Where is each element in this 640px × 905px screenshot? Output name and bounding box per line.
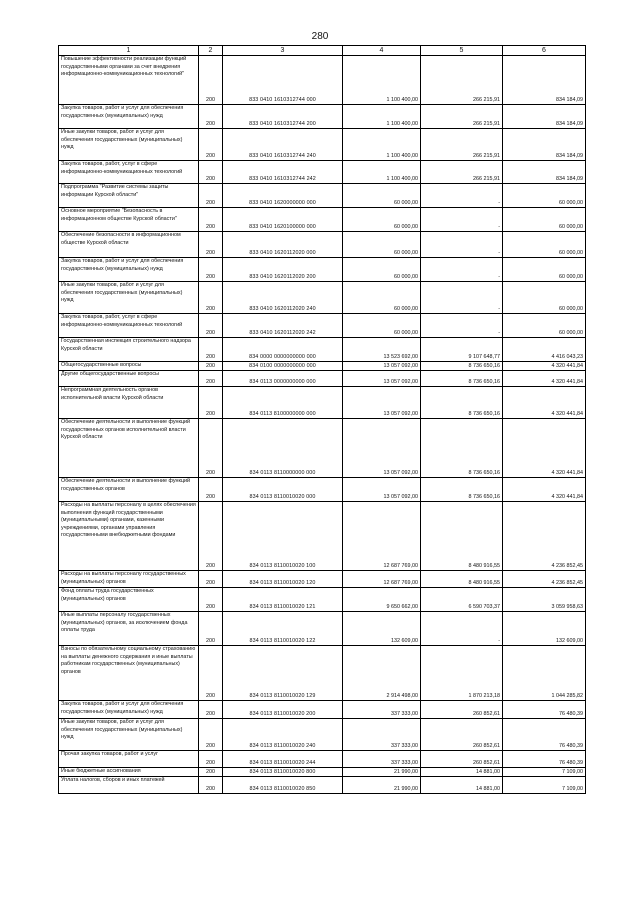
table-row — [59, 419, 586, 478]
table-row — [59, 129, 586, 161]
row-code-cell: 833 0410 1620100000 000 — [223, 208, 343, 232]
column-header: 2 — [199, 46, 223, 56]
row-amount-6-cell: 4 320 441,84 — [503, 387, 586, 419]
row-name-cell: Закупка товаров, работ, услуг в сфере информационно-коммуникационных технологий — [59, 161, 199, 184]
row-amount-4-cell: 1 100 400,00 — [343, 105, 421, 129]
row-col2-cell: 200 — [199, 105, 223, 129]
table-row — [59, 184, 586, 208]
row-amount-5-cell: 260 852,61 — [421, 719, 503, 751]
table-row — [59, 56, 586, 105]
row-amount-5-cell: 266 215,91 — [421, 56, 503, 105]
row-name-cell: Другие общегосударственные вопросы — [59, 371, 199, 387]
row-amount-6-cell: 834 184,09 — [503, 129, 586, 161]
row-name-cell: Расходы на выплаты персоналу в целях обеспечения выполнения функций государственными (муниципальными) органами, казенными учреждениями, органами управления государственными внебюджетными фондами — [59, 502, 199, 571]
row-col2-cell: 200 — [199, 208, 223, 232]
row-col2-cell: 200 — [199, 161, 223, 184]
table-row — [59, 571, 586, 588]
row-amount-4-cell: 60 000,00 — [343, 232, 421, 258]
table-row — [59, 208, 586, 232]
row-amount-5-cell: 1 870 213,18 — [421, 646, 503, 701]
table-row — [59, 646, 586, 701]
row-code-cell: 834 0113 8110000000 000 — [223, 419, 343, 478]
row-col2-cell: 200 — [199, 502, 223, 571]
row-amount-6-cell: 76 480,39 — [503, 751, 586, 768]
row-amount-5-cell: 14 881,00 — [421, 777, 503, 794]
row-amount-5-cell: - — [421, 258, 503, 282]
row-code-cell: 833 0410 1610312744 000 — [223, 56, 343, 105]
row-col2-cell: 200 — [199, 258, 223, 282]
row-amount-6-cell: 60 000,00 — [503, 208, 586, 232]
row-col2-cell: 200 — [199, 777, 223, 794]
row-amount-5-cell: 266 215,91 — [421, 129, 503, 161]
row-amount-5-cell: - — [421, 314, 503, 338]
row-code-cell: 833 0410 1610312744 242 — [223, 161, 343, 184]
row-amount-5-cell: 8 480 916,55 — [421, 571, 503, 588]
row-col2-cell: 200 — [199, 768, 223, 777]
row-amount-6-cell: 7 109,00 — [503, 777, 586, 794]
row-amount-5-cell: 8 480 916,55 — [421, 502, 503, 571]
row-name-cell: Прочая закупка товаров, работ и услуг — [59, 751, 199, 768]
row-amount-5-cell: - — [421, 612, 503, 646]
row-amount-5-cell: 260 852,61 — [421, 701, 503, 719]
row-code-cell: 834 0113 8110010020 129 — [223, 646, 343, 701]
row-amount-6-cell: 4 320 441,84 — [503, 362, 586, 371]
row-name-cell: Взносы по обязательному социальному страхованию на выплаты денежного содержания и иные выплаты работникам государственных (муниципальных) органов — [59, 646, 199, 701]
row-col2-cell: 200 — [199, 129, 223, 161]
table-row — [59, 701, 586, 719]
column-header: 3 — [223, 46, 343, 56]
row-code-cell: 834 0100 0000000000 000 — [223, 362, 343, 371]
row-code-cell: 834 0113 8110010020 244 — [223, 751, 343, 768]
row-amount-4-cell: 60 000,00 — [343, 184, 421, 208]
row-amount-4-cell: 12 687 769,00 — [343, 571, 421, 588]
row-amount-4-cell: 60 000,00 — [343, 282, 421, 314]
table-row — [59, 768, 586, 777]
table-row — [59, 502, 586, 571]
row-amount-6-cell: 4 320 441,84 — [503, 478, 586, 502]
row-col2-cell: 200 — [199, 478, 223, 502]
table-body — [59, 56, 586, 794]
row-code-cell: 833 0410 1610312744 240 — [223, 129, 343, 161]
row-col2-cell: 200 — [199, 612, 223, 646]
table-row — [59, 719, 586, 751]
row-name-cell: Иные закупки товаров, работ и услуг для обеспечения государственных (муниципальных) нужд — [59, 282, 199, 314]
row-col2-cell: 200 — [199, 282, 223, 314]
row-amount-4-cell: 21 990,00 — [343, 777, 421, 794]
row-name-cell: Уплата налогов, сборов и иных платежей — [59, 777, 199, 794]
row-code-cell: 834 0113 8110010020 000 — [223, 478, 343, 502]
row-name-cell: Закупка товаров, работ и услуг для обеспечения государственных (муниципальных) нужд — [59, 701, 199, 719]
row-amount-6-cell: 60 000,00 — [503, 282, 586, 314]
row-amount-5-cell: 8 736 650,16 — [421, 387, 503, 419]
column-header: 5 — [421, 46, 503, 56]
row-amount-4-cell: 13 057 092,00 — [343, 478, 421, 502]
row-amount-5-cell: 260 852,61 — [421, 751, 503, 768]
row-code-cell: 833 0410 1620112020 000 — [223, 232, 343, 258]
row-col2-cell: 200 — [199, 719, 223, 751]
row-amount-4-cell: 337 333,00 — [343, 719, 421, 751]
row-name-cell: Непрограммная деятельность органов исполнительной власти Курской области — [59, 387, 199, 419]
table-row — [59, 387, 586, 419]
row-amount-6-cell: 60 000,00 — [503, 184, 586, 208]
row-amount-4-cell: 2 914 498,00 — [343, 646, 421, 701]
row-amount-4-cell: 13 057 092,00 — [343, 362, 421, 371]
column-header: 6 — [503, 46, 586, 56]
row-code-cell: 834 0113 8110010020 200 — [223, 701, 343, 719]
row-amount-6-cell: 4 416 043,23 — [503, 338, 586, 362]
row-name-cell: Закупка товаров, работ и услуг для обеспечения государственных (муниципальных) нужд — [59, 105, 199, 129]
row-amount-5-cell: - — [421, 184, 503, 208]
row-amount-5-cell: 8 736 650,16 — [421, 478, 503, 502]
row-amount-4-cell: 21 990,00 — [343, 768, 421, 777]
row-amount-6-cell: 834 184,09 — [503, 56, 586, 105]
row-name-cell: Обеспечение безопасности в информационном обществе Курской области — [59, 232, 199, 258]
budget-table — [58, 45, 586, 794]
row-code-cell: 833 0410 1620112020 242 — [223, 314, 343, 338]
row-amount-6-cell: 132 609,00 — [503, 612, 586, 646]
row-amount-5-cell: 6 590 703,37 — [421, 588, 503, 612]
table-row — [59, 314, 586, 338]
row-code-cell: 834 0000 0000000000 000 — [223, 338, 343, 362]
row-amount-6-cell: 3 059 958,63 — [503, 588, 586, 612]
row-code-cell: 834 0113 8100000000 000 — [223, 387, 343, 419]
row-col2-cell: 200 — [199, 701, 223, 719]
row-amount-4-cell: 13 057 092,00 — [343, 387, 421, 419]
row-code-cell: 833 0410 1610312744 200 — [223, 105, 343, 129]
row-amount-6-cell: 60 000,00 — [503, 232, 586, 258]
row-amount-4-cell: 132 609,00 — [343, 612, 421, 646]
table-row — [59, 371, 586, 387]
table-row — [59, 258, 586, 282]
row-col2-cell: 200 — [199, 588, 223, 612]
row-name-cell: Иные выплаты персоналу государственных (муниципальных) органов, за исключением фонда оплаты труда — [59, 612, 199, 646]
row-amount-5-cell: - — [421, 208, 503, 232]
row-name-cell: Обеспечение деятельности и выполнение функций государственных органов — [59, 478, 199, 502]
row-name-cell: Закупка товаров, работ и услуг для обеспечения государственных (муниципальных) нужд — [59, 258, 199, 282]
row-amount-5-cell: - — [421, 232, 503, 258]
row-code-cell: 833 0410 1620112020 200 — [223, 258, 343, 282]
row-amount-5-cell: 8 736 650,16 — [421, 362, 503, 371]
row-amount-4-cell: 13 057 092,00 — [343, 419, 421, 478]
row-col2-cell: 200 — [199, 184, 223, 208]
row-code-cell: 834 0113 8110010020 120 — [223, 571, 343, 588]
table-row — [59, 751, 586, 768]
table-header-row — [59, 46, 586, 56]
row-code-cell: 834 0113 8110010020 800 — [223, 768, 343, 777]
row-amount-4-cell: 60 000,00 — [343, 258, 421, 282]
row-amount-4-cell: 13 523 692,00 — [343, 338, 421, 362]
table-row — [59, 777, 586, 794]
row-code-cell: 833 0410 1620112020 240 — [223, 282, 343, 314]
row-name-cell: Закупка товаров, работ, услуг в сфере информационно-коммуникационных технологий — [59, 314, 199, 338]
row-amount-4-cell: 1 100 400,00 — [343, 56, 421, 105]
row-amount-4-cell: 60 000,00 — [343, 208, 421, 232]
row-code-cell: 834 0113 8110010020 240 — [223, 719, 343, 751]
row-name-cell: Общегосударственные вопросы — [59, 362, 199, 371]
row-code-cell: 833 0410 1620000000 000 — [223, 184, 343, 208]
row-col2-cell: 200 — [199, 314, 223, 338]
table-row — [59, 362, 586, 371]
row-amount-6-cell: 4 236 852,45 — [503, 502, 586, 571]
row-amount-6-cell: 60 000,00 — [503, 314, 586, 338]
table-row — [59, 612, 586, 646]
row-amount-6-cell: 7 109,00 — [503, 768, 586, 777]
table-row — [59, 161, 586, 184]
table-row — [59, 338, 586, 362]
row-amount-4-cell: 13 057 092,00 — [343, 371, 421, 387]
row-amount-5-cell: 14 881,00 — [421, 768, 503, 777]
row-amount-6-cell: 834 184,09 — [503, 105, 586, 129]
row-col2-cell: 200 — [199, 362, 223, 371]
row-name-cell: Основное мероприятие "Безопасность в информационном обществе Курской области" — [59, 208, 199, 232]
row-code-cell: 834 0113 8110010020 850 — [223, 777, 343, 794]
row-name-cell: Иные бюджетные ассигнования — [59, 768, 199, 777]
row-name-cell: Государственная инспекция строительного надзора Курской области — [59, 338, 199, 362]
row-name-cell: Иные закупки товаров, работ и услуг для обеспечения государственных (муниципальных) нужд — [59, 129, 199, 161]
row-name-cell: Подпрограмма "Развитие системы защиты информации Курской области" — [59, 184, 199, 208]
row-name-cell: Обеспечение деятельности и выполнение функций государственных органов исполнительной власти Курской области — [59, 419, 199, 478]
table-row — [59, 105, 586, 129]
row-name-cell: Повышение эффективности реализации функций государственными органами за счет внедрения информационно-коммуникационных технологий" — [59, 56, 199, 105]
row-code-cell: 834 0113 8110010020 100 — [223, 502, 343, 571]
row-amount-4-cell: 337 333,00 — [343, 751, 421, 768]
row-amount-5-cell: - — [421, 282, 503, 314]
row-amount-4-cell: 12 687 769,00 — [343, 502, 421, 571]
table-row — [59, 588, 586, 612]
row-col2-cell: 200 — [199, 419, 223, 478]
row-code-cell: 834 0113 8110010020 122 — [223, 612, 343, 646]
row-col2-cell: 200 — [199, 338, 223, 362]
column-header: 1 — [59, 46, 199, 56]
row-amount-5-cell: 266 215,91 — [421, 105, 503, 129]
row-code-cell: 834 0113 0000000000 000 — [223, 371, 343, 387]
row-amount-4-cell: 1 100 400,00 — [343, 129, 421, 161]
row-code-cell: 834 0113 8110010020 121 — [223, 588, 343, 612]
row-name-cell: Расходы на выплаты персоналу государственных (муниципальных) органов — [59, 571, 199, 588]
row-name-cell: Фонд оплаты труда государственных (муниципальных) органов — [59, 588, 199, 612]
row-name-cell: Иные закупки товаров, работ и услуг для обеспечения государственных (муниципальных) нужд — [59, 719, 199, 751]
row-col2-cell: 200 — [199, 56, 223, 105]
row-col2-cell: 200 — [199, 646, 223, 701]
row-amount-5-cell: 8 736 650,16 — [421, 371, 503, 387]
table-row — [59, 282, 586, 314]
row-amount-6-cell: 4 236 852,45 — [503, 571, 586, 588]
row-amount-4-cell: 9 650 662,00 — [343, 588, 421, 612]
row-amount-4-cell: 60 000,00 — [343, 314, 421, 338]
page-number: 280 — [311, 31, 329, 42]
row-col2-cell: 200 — [199, 751, 223, 768]
row-col2-cell: 200 — [199, 387, 223, 419]
row-amount-4-cell: 1 100 400,00 — [343, 161, 421, 184]
row-amount-6-cell: 4 320 441,84 — [503, 371, 586, 387]
column-header: 4 — [343, 46, 421, 56]
row-amount-5-cell: 9 107 648,77 — [421, 338, 503, 362]
row-amount-6-cell: 76 480,39 — [503, 701, 586, 719]
row-col2-cell: 200 — [199, 371, 223, 387]
row-amount-4-cell: 337 333,00 — [343, 701, 421, 719]
row-amount-6-cell: 834 184,09 — [503, 161, 586, 184]
row-amount-6-cell: 76 480,39 — [503, 719, 586, 751]
row-amount-6-cell: 1 044 285,82 — [503, 646, 586, 701]
row-amount-6-cell: 4 320 441,84 — [503, 419, 586, 478]
row-amount-6-cell: 60 000,00 — [503, 258, 586, 282]
row-amount-5-cell: 266 215,91 — [421, 161, 503, 184]
table-row — [59, 478, 586, 502]
row-col2-cell: 200 — [199, 232, 223, 258]
table-row — [59, 232, 586, 258]
row-col2-cell: 200 — [199, 571, 223, 588]
row-amount-5-cell: 8 736 650,16 — [421, 419, 503, 478]
